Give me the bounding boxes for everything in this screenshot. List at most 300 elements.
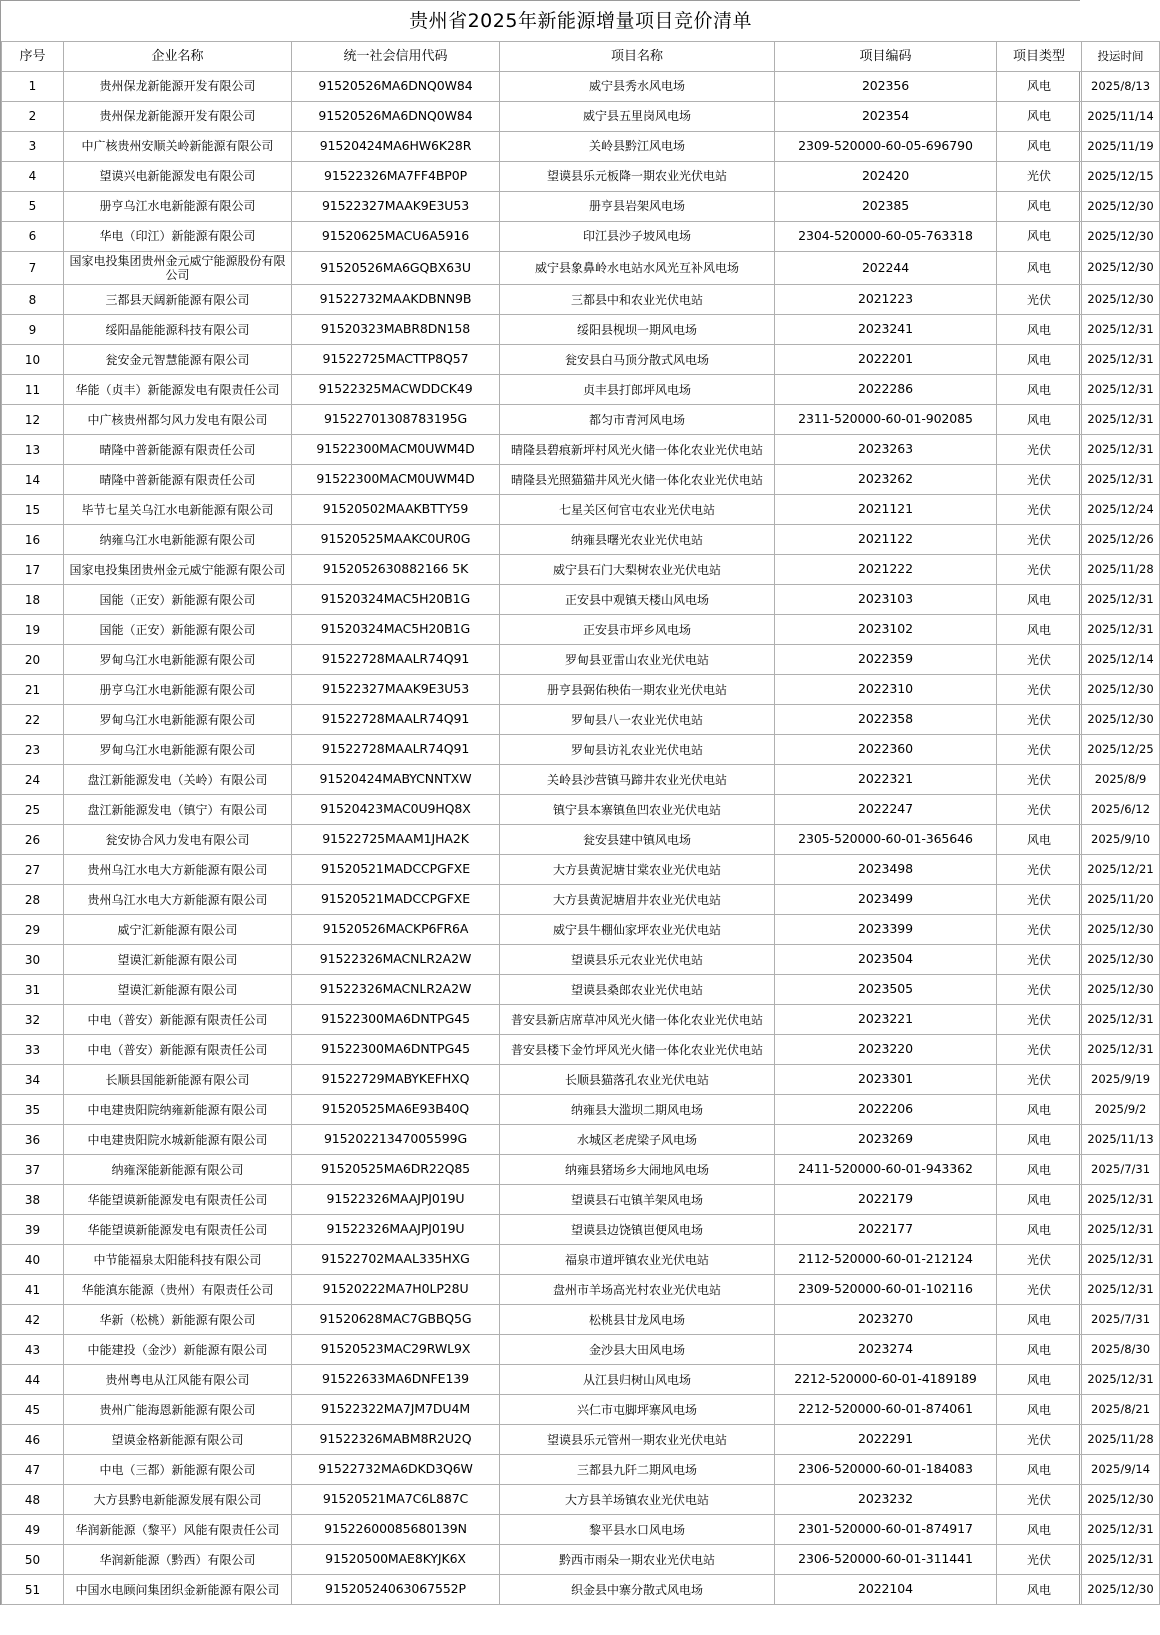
cell-company[interactable]: 晴隆中普新能源有限责任公司 xyxy=(64,435,292,465)
cell-operation-date[interactable]: 2025/8/21 xyxy=(1082,1395,1160,1425)
cell-company[interactable]: 瓮安协合风力发电有限公司 xyxy=(64,825,292,855)
cell-operation-date[interactable]: 2025/12/30 xyxy=(1082,252,1160,285)
cell-index[interactable]: 20 xyxy=(2,645,64,675)
cell-index[interactable]: 8 xyxy=(2,285,64,315)
cell-project-type[interactable]: 风电 xyxy=(997,1395,1082,1425)
cell-company[interactable]: 华能（贞丰）新能源发电有限责任公司 xyxy=(64,375,292,405)
cell-project-name[interactable]: 册亨县弼佑秧佑一期农业光伏电站 xyxy=(500,675,775,705)
cell-project-code[interactable]: 2309-520000-60-05-696790 xyxy=(775,132,997,162)
cell-index[interactable]: 19 xyxy=(2,615,64,645)
cell-index[interactable]: 13 xyxy=(2,435,64,465)
cell-credit-code[interactable]: 91522300MACM0UWM4D xyxy=(292,465,500,495)
table-row[interactable] xyxy=(2,885,1160,915)
cell-project-name[interactable]: 威宁县五里岗风电场 xyxy=(500,102,775,132)
cell-index[interactable]: 24 xyxy=(2,765,64,795)
cell-operation-date[interactable]: 2025/12/31 xyxy=(1082,615,1160,645)
cell-project-code[interactable]: 2022360 xyxy=(775,735,997,765)
table-row[interactable] xyxy=(2,252,1160,285)
table-row[interactable] xyxy=(2,675,1160,705)
table-row[interactable] xyxy=(2,945,1160,975)
cell-project-type[interactable]: 光伏 xyxy=(997,162,1082,192)
cell-company[interactable]: 纳雍深能新能源有限公司 xyxy=(64,1155,292,1185)
cell-index[interactable]: 32 xyxy=(2,1005,64,1035)
cell-credit-code[interactable]: 91522725MAAM1JHA2K xyxy=(292,825,500,855)
cell-project-code[interactable]: 2023274 xyxy=(775,1335,997,1365)
cell-project-code[interactable]: 2022201 xyxy=(775,345,997,375)
cell-operation-date[interactable]: 2025/12/31 xyxy=(1082,315,1160,345)
cell-project-name[interactable]: 正安县中观镇天楼山风电场 xyxy=(500,585,775,615)
cell-operation-date[interactable]: 2025/11/20 xyxy=(1082,885,1160,915)
cell-credit-code[interactable]: 91522327MAAK9E3U53 xyxy=(292,192,500,222)
table-row[interactable] xyxy=(2,1305,1160,1335)
cell-index[interactable]: 34 xyxy=(2,1065,64,1095)
table-row[interactable] xyxy=(2,1125,1160,1155)
table-row[interactable] xyxy=(2,102,1160,132)
cell-project-code[interactable]: 202244 xyxy=(775,252,997,285)
cell-index[interactable]: 2 xyxy=(2,102,64,132)
cell-project-code[interactable]: 202356 xyxy=(775,72,997,102)
cell-index[interactable]: 45 xyxy=(2,1395,64,1425)
cell-company[interactable]: 威宁汇新能源有限公司 xyxy=(64,915,292,945)
cell-operation-date[interactable]: 2025/11/19 xyxy=(1082,132,1160,162)
cell-credit-code[interactable]: 91520521MA7C6L887C xyxy=(292,1485,500,1515)
table-row[interactable] xyxy=(2,1575,1160,1605)
cell-operation-date[interactable]: 2025/12/30 xyxy=(1082,675,1160,705)
cell-company[interactable]: 绥阳晶能能源科技有限公司 xyxy=(64,315,292,345)
cell-credit-code[interactable]: 91522732MAAKDBNN9B xyxy=(292,285,500,315)
cell-operation-date[interactable]: 2025/12/30 xyxy=(1082,915,1160,945)
cell-project-name[interactable]: 关岭县沙营镇马蹄井农业光伏电站 xyxy=(500,765,775,795)
cell-company[interactable]: 长顺县国能新能源有限公司 xyxy=(64,1065,292,1095)
cell-operation-date[interactable]: 2025/12/30 xyxy=(1082,975,1160,1005)
cell-company[interactable]: 毕节七星关乌江水电新能源有限公司 xyxy=(64,495,292,525)
cell-company[interactable]: 贵州乌江水电大方新能源有限公司 xyxy=(64,885,292,915)
cell-credit-code[interactable]: 91522300MA6DNTPG45 xyxy=(292,1005,500,1035)
cell-project-code[interactable]: 2309-520000-60-01-102116 xyxy=(775,1275,997,1305)
cell-project-type[interactable]: 光伏 xyxy=(997,1035,1082,1065)
cell-project-type[interactable]: 光伏 xyxy=(997,465,1082,495)
cell-project-name[interactable]: 黎平县水口风电场 xyxy=(500,1515,775,1545)
table-row[interactable] xyxy=(2,1485,1160,1515)
cell-index[interactable]: 7 xyxy=(2,252,64,285)
cell-project-name[interactable]: 三都县九阡二期风电场 xyxy=(500,1455,775,1485)
cell-credit-code[interactable]: 91520521MADCCPGFXE xyxy=(292,885,500,915)
cell-credit-code[interactable]: 91520424MABYCNNTXW xyxy=(292,765,500,795)
cell-project-code[interactable]: 2022206 xyxy=(775,1095,997,1125)
cell-credit-code[interactable]: 91520628MAC7GBBQ5G xyxy=(292,1305,500,1335)
cell-project-type[interactable]: 风电 xyxy=(997,1155,1082,1185)
cell-project-type[interactable]: 光伏 xyxy=(997,885,1082,915)
cell-index[interactable]: 37 xyxy=(2,1155,64,1185)
table-row[interactable] xyxy=(2,222,1160,252)
cell-index[interactable]: 27 xyxy=(2,855,64,885)
cell-project-code[interactable]: 202420 xyxy=(775,162,997,192)
table-row[interactable] xyxy=(2,405,1160,435)
cell-project-code[interactable]: 2411-520000-60-01-943362 xyxy=(775,1155,997,1185)
cell-project-name[interactable]: 都匀市青河风电场 xyxy=(500,405,775,435)
cell-project-name[interactable]: 织金县中寨分散式风电场 xyxy=(500,1575,775,1605)
cell-project-type[interactable]: 风电 xyxy=(997,825,1082,855)
cell-project-name[interactable]: 金沙县大田风电场 xyxy=(500,1335,775,1365)
cell-operation-date[interactable]: 2025/9/19 xyxy=(1082,1065,1160,1095)
cell-operation-date[interactable]: 2025/9/2 xyxy=(1082,1095,1160,1125)
cell-project-code[interactable]: 2023241 xyxy=(775,315,997,345)
column-header-credit-code[interactable]: 统一社会信用代码 xyxy=(292,42,500,72)
cell-project-type[interactable]: 光伏 xyxy=(997,1005,1082,1035)
cell-project-type[interactable]: 风电 xyxy=(997,1185,1082,1215)
table-row[interactable] xyxy=(2,705,1160,735)
cell-project-name[interactable]: 望谟县桑郎农业光伏电站 xyxy=(500,975,775,1005)
cell-operation-date[interactable]: 2025/12/30 xyxy=(1082,945,1160,975)
table-row[interactable] xyxy=(2,645,1160,675)
cell-credit-code[interactable]: 91520521MADCCPGFXE xyxy=(292,855,500,885)
table-row[interactable] xyxy=(2,72,1160,102)
cell-index[interactable]: 4 xyxy=(2,162,64,192)
cell-credit-code[interactable]: 91522729MABYKEFHXQ xyxy=(292,1065,500,1095)
cell-project-name[interactable]: 黔西市雨朵一期农业光伏电站 xyxy=(500,1545,775,1575)
cell-project-type[interactable]: 光伏 xyxy=(997,795,1082,825)
cell-operation-date[interactable]: 2025/12/30 xyxy=(1082,1485,1160,1515)
cell-project-code[interactable]: 2021122 xyxy=(775,525,997,555)
table-row[interactable] xyxy=(2,555,1160,585)
cell-project-code[interactable]: 2023498 xyxy=(775,855,997,885)
cell-project-code[interactable]: 2112-520000-60-01-212124 xyxy=(775,1245,997,1275)
cell-project-code[interactable]: 2022104 xyxy=(775,1575,997,1605)
cell-company[interactable]: 国家电投集团贵州金元威宁能源股份有限公司 xyxy=(64,252,292,285)
cell-project-code[interactable]: 2023232 xyxy=(775,1485,997,1515)
cell-operation-date[interactable]: 2025/7/31 xyxy=(1082,1305,1160,1335)
cell-project-code[interactable]: 2023102 xyxy=(775,615,997,645)
cell-project-type[interactable]: 光伏 xyxy=(997,975,1082,1005)
cell-project-type[interactable]: 光伏 xyxy=(997,945,1082,975)
cell-company[interactable]: 中电（普安）新能源有限责任公司 xyxy=(64,1035,292,1065)
table-row[interactable] xyxy=(2,855,1160,885)
cell-project-type[interactable]: 风电 xyxy=(997,345,1082,375)
cell-company[interactable]: 望谟金格新能源有限公司 xyxy=(64,1425,292,1455)
cell-company[interactable]: 贵州广能海恩新能源有限公司 xyxy=(64,1395,292,1425)
cell-project-name[interactable]: 关岭县黔江风电场 xyxy=(500,132,775,162)
cell-company[interactable]: 贵州粤电从江风能有限公司 xyxy=(64,1365,292,1395)
cell-project-code[interactable]: 2022310 xyxy=(775,675,997,705)
cell-company[interactable]: 中节能福泉太阳能科技有限公司 xyxy=(64,1245,292,1275)
cell-index[interactable]: 22 xyxy=(2,705,64,735)
cell-project-name[interactable]: 纳雍县大滥坝二期风电场 xyxy=(500,1095,775,1125)
cell-company[interactable]: 国家电投集团贵州金元威宁能源有限公司 xyxy=(64,555,292,585)
cell-company[interactable]: 贵州保龙新能源开发有限公司 xyxy=(64,102,292,132)
cell-index[interactable]: 31 xyxy=(2,975,64,1005)
cell-credit-code[interactable]: 91520221347005599G xyxy=(292,1125,500,1155)
cell-operation-date[interactable]: 2025/12/31 xyxy=(1082,585,1160,615)
cell-project-type[interactable]: 风电 xyxy=(997,375,1082,405)
cell-operation-date[interactable]: 2025/12/31 xyxy=(1082,345,1160,375)
cell-project-name[interactable]: 望谟县边饶镇岜便风电场 xyxy=(500,1215,775,1245)
cell-company[interactable]: 册亨乌江水电新能源有限公司 xyxy=(64,675,292,705)
cell-company[interactable]: 华能望谟新能源发电有限责任公司 xyxy=(64,1215,292,1245)
cell-company[interactable]: 晴隆中普新能源有限责任公司 xyxy=(64,465,292,495)
cell-project-code[interactable]: 2306-520000-60-01-184083 xyxy=(775,1455,997,1485)
cell-operation-date[interactable]: 2025/12/31 xyxy=(1082,375,1160,405)
cell-operation-date[interactable]: 2025/12/15 xyxy=(1082,162,1160,192)
table-row[interactable] xyxy=(2,915,1160,945)
cell-project-type[interactable]: 风电 xyxy=(997,1305,1082,1335)
cell-index[interactable]: 28 xyxy=(2,885,64,915)
cell-project-code[interactable]: 2022179 xyxy=(775,1185,997,1215)
cell-project-code[interactable]: 2023301 xyxy=(775,1065,997,1095)
cell-project-code[interactable]: 2021121 xyxy=(775,495,997,525)
cell-project-code[interactable]: 2304-520000-60-05-763318 xyxy=(775,222,997,252)
cell-credit-code[interactable]: 91522702MAAL335HXG xyxy=(292,1245,500,1275)
cell-project-type[interactable]: 光伏 xyxy=(997,495,1082,525)
cell-credit-code[interactable]: 91522326MAAJPJ019U xyxy=(292,1185,500,1215)
cell-index[interactable]: 10 xyxy=(2,345,64,375)
cell-operation-date[interactable]: 2025/11/28 xyxy=(1082,1425,1160,1455)
cell-company[interactable]: 国能（正安）新能源有限公司 xyxy=(64,615,292,645)
table-row[interactable] xyxy=(2,285,1160,315)
cell-credit-code[interactable]: 91520502MAAKBTTY59 xyxy=(292,495,500,525)
cell-operation-date[interactable]: 2025/9/14 xyxy=(1082,1455,1160,1485)
column-header-operation-date[interactable]: 投运时间 xyxy=(1082,42,1160,72)
cell-index[interactable]: 25 xyxy=(2,795,64,825)
cell-company[interactable]: 中广核贵州安顺关岭新能源有限公司 xyxy=(64,132,292,162)
cell-operation-date[interactable]: 2025/12/21 xyxy=(1082,855,1160,885)
cell-index[interactable]: 38 xyxy=(2,1185,64,1215)
table-row[interactable] xyxy=(2,1185,1160,1215)
cell-operation-date[interactable]: 2025/12/31 xyxy=(1082,1215,1160,1245)
cell-project-name[interactable]: 瓮安县建中镇风电场 xyxy=(500,825,775,855)
cell-index[interactable]: 11 xyxy=(2,375,64,405)
cell-company[interactable]: 国能（正安）新能源有限公司 xyxy=(64,585,292,615)
column-header-project-type[interactable]: 项目类型 xyxy=(997,42,1082,72)
cell-project-code[interactable]: 2023505 xyxy=(775,975,997,1005)
cell-index[interactable]: 9 xyxy=(2,315,64,345)
cell-project-code[interactable]: 2022247 xyxy=(775,795,997,825)
cell-credit-code[interactable]: 91522725MACTTP8Q57 xyxy=(292,345,500,375)
cell-project-type[interactable]: 风电 xyxy=(997,1125,1082,1155)
cell-credit-code[interactable]: 91520525MA6E93B40Q xyxy=(292,1095,500,1125)
cell-operation-date[interactable]: 2025/8/9 xyxy=(1082,765,1160,795)
cell-operation-date[interactable]: 2025/12/14 xyxy=(1082,645,1160,675)
cell-operation-date[interactable]: 2025/12/30 xyxy=(1082,222,1160,252)
table-row[interactable] xyxy=(2,1335,1160,1365)
cell-index[interactable]: 35 xyxy=(2,1095,64,1125)
cell-company[interactable]: 望谟汇新能源有限公司 xyxy=(64,945,292,975)
cell-project-name[interactable]: 威宁县石门大梨树农业光伏电站 xyxy=(500,555,775,585)
cell-project-type[interactable]: 光伏 xyxy=(997,1485,1082,1515)
cell-project-name[interactable]: 望谟县乐元农业光伏电站 xyxy=(500,945,775,975)
cell-company[interactable]: 望谟兴电新能源发电有限公司 xyxy=(64,162,292,192)
cell-company[interactable]: 中电建贵阳院纳雍新能源有限公司 xyxy=(64,1095,292,1125)
table-row[interactable] xyxy=(2,1155,1160,1185)
cell-project-name[interactable]: 正安县市坪乡风电场 xyxy=(500,615,775,645)
cell-credit-code[interactable]: 91522300MA6DNTPG45 xyxy=(292,1035,500,1065)
cell-company[interactable]: 华能望谟新能源发电有限责任公司 xyxy=(64,1185,292,1215)
cell-project-type[interactable]: 光伏 xyxy=(997,435,1082,465)
cell-project-type[interactable]: 光伏 xyxy=(997,735,1082,765)
cell-project-name[interactable]: 威宁县象鼻岭水电站水风光互补风电场 xyxy=(500,252,775,285)
cell-operation-date[interactable]: 2025/12/31 xyxy=(1082,405,1160,435)
cell-project-name[interactable]: 贞丰县打郎坪风电场 xyxy=(500,375,775,405)
cell-operation-date[interactable]: 2025/9/10 xyxy=(1082,825,1160,855)
cell-project-name[interactable]: 松桃县甘龙风电场 xyxy=(500,1305,775,1335)
cell-project-name[interactable]: 威宁县秀水风电场 xyxy=(500,72,775,102)
cell-company[interactable]: 中广核贵州都匀风力发电有限公司 xyxy=(64,405,292,435)
cell-project-code[interactable]: 2022321 xyxy=(775,765,997,795)
cell-index[interactable]: 50 xyxy=(2,1545,64,1575)
cell-operation-date[interactable]: 2025/12/30 xyxy=(1082,285,1160,315)
cell-project-code[interactable]: 202385 xyxy=(775,192,997,222)
cell-project-code[interactable]: 2305-520000-60-01-365646 xyxy=(775,825,997,855)
cell-credit-code[interactable]: 91522326MA7FF4BP0P xyxy=(292,162,500,192)
cell-company[interactable]: 华电（印江）新能源有限公司 xyxy=(64,222,292,252)
cell-operation-date[interactable]: 2025/12/31 xyxy=(1082,1365,1160,1395)
cell-credit-code[interactable]: 91522300MACM0UWM4D xyxy=(292,435,500,465)
cell-credit-code[interactable]: 91520323MABR8DN158 xyxy=(292,315,500,345)
cell-credit-code[interactable]: 91520525MA6DR22Q85 xyxy=(292,1155,500,1185)
cell-project-type[interactable]: 风电 xyxy=(997,1215,1082,1245)
cell-project-name[interactable]: 福泉市道坪镇农业光伏电站 xyxy=(500,1245,775,1275)
cell-project-name[interactable]: 从江县归树山风电场 xyxy=(500,1365,775,1395)
table-row[interactable] xyxy=(2,1425,1160,1455)
cell-credit-code[interactable]: 91520324MAC5H20B1G xyxy=(292,585,500,615)
column-header-company[interactable]: 企业名称 xyxy=(64,42,292,72)
cell-operation-date[interactable]: 2025/8/13 xyxy=(1082,72,1160,102)
cell-index[interactable]: 12 xyxy=(2,405,64,435)
cell-project-code[interactable]: 2021223 xyxy=(775,285,997,315)
cell-credit-code[interactable]: 91522325MACWDDCK49 xyxy=(292,375,500,405)
cell-project-name[interactable]: 长顺县猫落孔农业光伏电站 xyxy=(500,1065,775,1095)
cell-project-type[interactable]: 风电 xyxy=(997,192,1082,222)
table-row[interactable] xyxy=(2,525,1160,555)
cell-project-type[interactable]: 光伏 xyxy=(997,285,1082,315)
cell-project-type[interactable]: 光伏 xyxy=(997,1065,1082,1095)
cell-project-code[interactable]: 202354 xyxy=(775,102,997,132)
cell-index[interactable]: 1 xyxy=(2,72,64,102)
cell-index[interactable]: 43 xyxy=(2,1335,64,1365)
cell-project-type[interactable]: 风电 xyxy=(997,132,1082,162)
cell-company[interactable]: 册亨乌江水电新能源有限公司 xyxy=(64,192,292,222)
cell-project-type[interactable]: 风电 xyxy=(997,252,1082,285)
cell-operation-date[interactable]: 2025/12/31 xyxy=(1082,1275,1160,1305)
cell-project-code[interactable]: 2023399 xyxy=(775,915,997,945)
column-header-project-code[interactable]: 项目编码 xyxy=(775,42,997,72)
cell-project-name[interactable]: 水城区老虎梁子风电场 xyxy=(500,1125,775,1155)
cell-project-name[interactable]: 印江县沙子坡风电场 xyxy=(500,222,775,252)
cell-index[interactable]: 33 xyxy=(2,1035,64,1065)
cell-credit-code[interactable]: 91522326MACNLR2A2W xyxy=(292,945,500,975)
table-row[interactable] xyxy=(2,1455,1160,1485)
table-row[interactable] xyxy=(2,765,1160,795)
table-row[interactable] xyxy=(2,1275,1160,1305)
table-row[interactable] xyxy=(2,1365,1160,1395)
table-row[interactable] xyxy=(2,1245,1160,1275)
cell-credit-code[interactable]: 91522732MA6DKD3Q6W xyxy=(292,1455,500,1485)
cell-credit-code[interactable]: 91522728MAALR74Q91 xyxy=(292,735,500,765)
table-row[interactable] xyxy=(2,1005,1160,1035)
cell-project-name[interactable]: 纳雍县曙光农业光伏电站 xyxy=(500,525,775,555)
cell-project-code[interactable]: 2022286 xyxy=(775,375,997,405)
cell-credit-code[interactable]: 91520500MAE8KYJK6X xyxy=(292,1545,500,1575)
cell-credit-code[interactable]: 91520222MA7H0LP28U xyxy=(292,1275,500,1305)
cell-credit-code[interactable]: 91520625MACU6A5916 xyxy=(292,222,500,252)
cell-project-name[interactable]: 普安县楼下金竹坪风光火储一体化农业光伏电站 xyxy=(500,1035,775,1065)
cell-index[interactable]: 40 xyxy=(2,1245,64,1275)
table-row[interactable] xyxy=(2,795,1160,825)
cell-project-type[interactable]: 风电 xyxy=(997,615,1082,645)
cell-credit-code[interactable]: 91520526MA6DNQ0W84 xyxy=(292,72,500,102)
cell-project-type[interactable]: 光伏 xyxy=(997,645,1082,675)
table-row[interactable] xyxy=(2,975,1160,1005)
cell-project-name[interactable]: 绥阳县枧坝一期风电场 xyxy=(500,315,775,345)
cell-company[interactable]: 华润新能源（黎平）风能有限责任公司 xyxy=(64,1515,292,1545)
cell-company[interactable]: 大方县黔电新能源发展有限公司 xyxy=(64,1485,292,1515)
cell-credit-code[interactable]: 91520526MACKP6FR6A xyxy=(292,915,500,945)
cell-operation-date[interactable]: 2025/12/31 xyxy=(1082,1005,1160,1035)
cell-project-type[interactable]: 风电 xyxy=(997,1455,1082,1485)
cell-project-code[interactable]: 2311-520000-60-01-902085 xyxy=(775,405,997,435)
cell-index[interactable]: 30 xyxy=(2,945,64,975)
table-row[interactable] xyxy=(2,162,1160,192)
cell-operation-date[interactable]: 2025/8/30 xyxy=(1082,1335,1160,1365)
cell-operation-date[interactable]: 2025/11/14 xyxy=(1082,102,1160,132)
cell-project-type[interactable]: 光伏 xyxy=(997,525,1082,555)
table-row[interactable] xyxy=(2,375,1160,405)
cell-operation-date[interactable]: 2025/12/24 xyxy=(1082,495,1160,525)
cell-project-type[interactable]: 光伏 xyxy=(997,1245,1082,1275)
cell-project-name[interactable]: 册亨县岩架风电场 xyxy=(500,192,775,222)
cell-project-code[interactable]: 2022358 xyxy=(775,705,997,735)
table-row[interactable] xyxy=(2,435,1160,465)
cell-project-type[interactable]: 风电 xyxy=(997,102,1082,132)
cell-credit-code[interactable]: 91522322MA7JM7DU4M xyxy=(292,1395,500,1425)
table-row[interactable] xyxy=(2,345,1160,375)
cell-project-code[interactable]: 2023263 xyxy=(775,435,997,465)
cell-project-code[interactable]: 2023269 xyxy=(775,1125,997,1155)
table-row[interactable] xyxy=(2,315,1160,345)
cell-index[interactable]: 49 xyxy=(2,1515,64,1545)
cell-company[interactable]: 纳雍乌江水电新能源有限公司 xyxy=(64,525,292,555)
cell-project-type[interactable]: 风电 xyxy=(997,1095,1082,1125)
cell-operation-date[interactable]: 2025/12/31 xyxy=(1082,1185,1160,1215)
cell-project-name[interactable]: 晴隆县碧痕新坪村风光火储一体化农业光伏电站 xyxy=(500,435,775,465)
cell-project-code[interactable]: 2301-520000-60-01-874917 xyxy=(775,1515,997,1545)
cell-operation-date[interactable]: 2025/12/31 xyxy=(1082,435,1160,465)
cell-project-code[interactable]: 2306-520000-60-01-311441 xyxy=(775,1545,997,1575)
cell-project-code[interactable]: 2212-520000-60-01-874061 xyxy=(775,1395,997,1425)
cell-project-name[interactable]: 纳雍县猪场乡大闹地风电场 xyxy=(500,1155,775,1185)
cell-operation-date[interactable]: 2025/11/13 xyxy=(1082,1125,1160,1155)
column-header-index[interactable]: 序号 xyxy=(2,42,64,72)
cell-company[interactable]: 罗甸乌江水电新能源有限公司 xyxy=(64,645,292,675)
cell-project-type[interactable]: 风电 xyxy=(997,1365,1082,1395)
cell-project-name[interactable]: 三都县中和农业光伏电站 xyxy=(500,285,775,315)
cell-project-name[interactable]: 大方县黄泥塘眉井农业光伏电站 xyxy=(500,885,775,915)
cell-credit-code[interactable]: 91520524063067552P xyxy=(292,1575,500,1605)
cell-credit-code[interactable]: 91520423MAC0U9HQ8X xyxy=(292,795,500,825)
cell-project-name[interactable]: 镇宁县本寨镇鱼凹农业光伏电站 xyxy=(500,795,775,825)
cell-credit-code[interactable]: 91522326MAAJPJ019U xyxy=(292,1215,500,1245)
cell-project-type[interactable]: 光伏 xyxy=(997,675,1082,705)
cell-credit-code[interactable]: 91520526MA6GQBX63U xyxy=(292,252,500,285)
cell-project-type[interactable]: 风电 xyxy=(997,1335,1082,1365)
cell-index[interactable]: 29 xyxy=(2,915,64,945)
cell-operation-date[interactable]: 2025/12/31 xyxy=(1082,1515,1160,1545)
cell-project-type[interactable]: 风电 xyxy=(997,1515,1082,1545)
cell-index[interactable]: 36 xyxy=(2,1125,64,1155)
cell-credit-code[interactable]: 91522327MAAK9E3U53 xyxy=(292,675,500,705)
table-row[interactable] xyxy=(2,1395,1160,1425)
cell-index[interactable]: 41 xyxy=(2,1275,64,1305)
cell-project-name[interactable]: 兴仁市屯脚坪寨风电场 xyxy=(500,1395,775,1425)
